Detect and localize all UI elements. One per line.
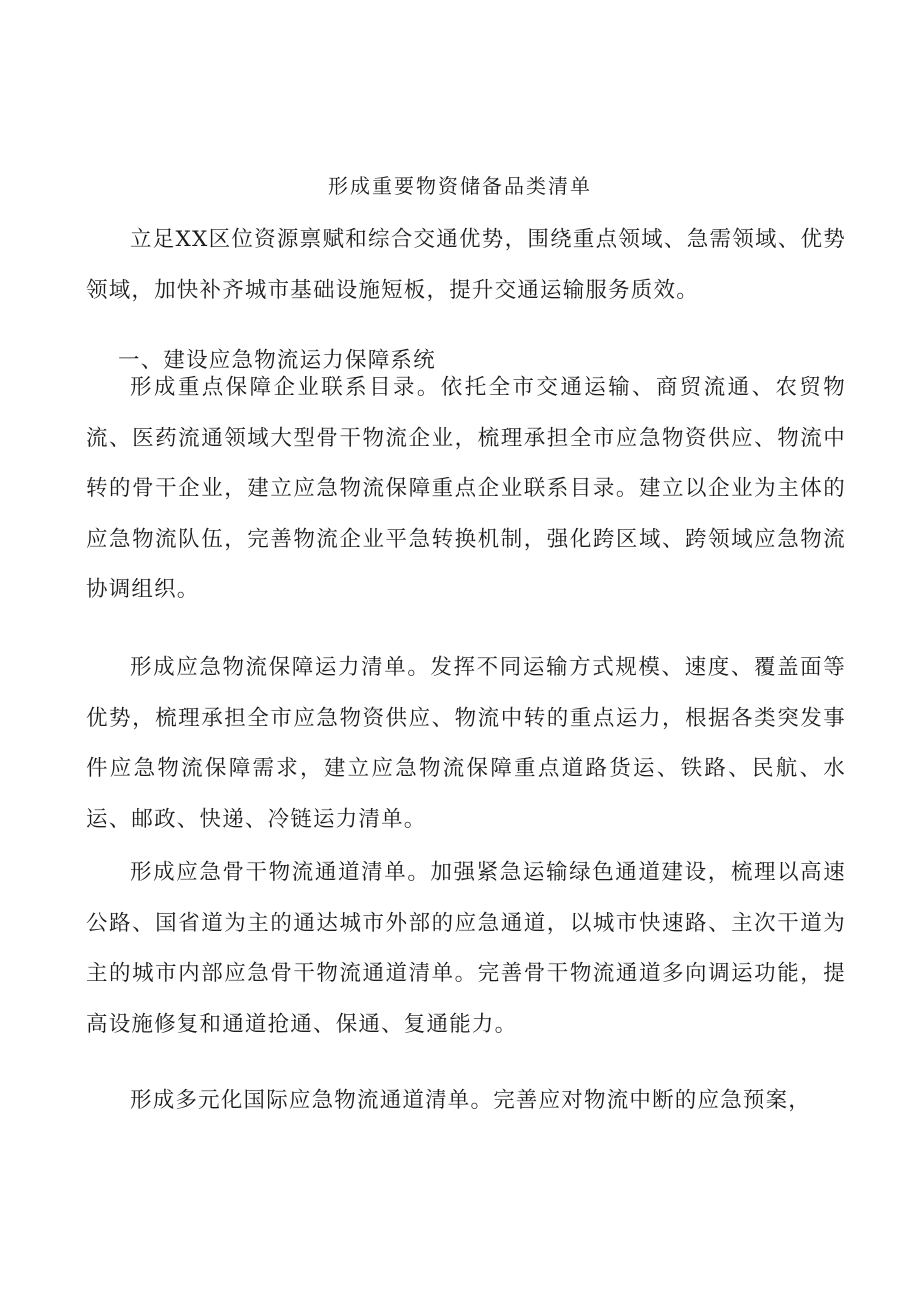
body-paragraph: 形成应急物流保障运力清单。发挥不同运输方式规模、速度、覆盖面等优势，梳理承担全市应急物资供应、物流中转的重点运力，根据各类突发事件应急物流保障需求，建立应急物流保障重点道路货运、铁路、民航、水运、邮政、快递、冷链运力清单。 — [86, 655, 846, 832]
body-paragraph: 形成重点保障企业联系目录。依托全市交通运输、商贸流通、农贸物流、医药流通领域大型骨干物流企业，梳理承担全市应急物资供应、物流中转的骨干企业，建立应急物流保障重点企业联系目录。建立以企业为主体的应急物流队伍，完善物流企业平急转换机制，强化跨区域、跨领域应急物流协调组织。 — [86, 375, 846, 602]
body-paragraph: 形成应急骨干物流通道清单。加强紧急运输绿色通道建设，梳理以高速公路、国省道为主的通达城市外部的应急通道，以城市快速路、主次干道为主的城市内部应急骨干物流通道清单。完善骨干物流通道多向调运功能，提高设施修复和通道抢通、保通、复通能力。 — [86, 860, 846, 1037]
document-title: 形成重要物资储备品类清单 — [328, 174, 592, 198]
section-heading: 一、建设应急物流运力保障系统 — [118, 348, 436, 373]
body-paragraph: 形成多元化国际应急物流通道清单。完善应对物流中断的应急预案， — [130, 1088, 812, 1113]
intro-paragraph: 立足XX区位资源禀赋和综合交通优势，围绕重点领域、急需领域、优势领域，加快补齐城市基础设施短板，提升交通运输服务质效。 — [86, 227, 846, 303]
